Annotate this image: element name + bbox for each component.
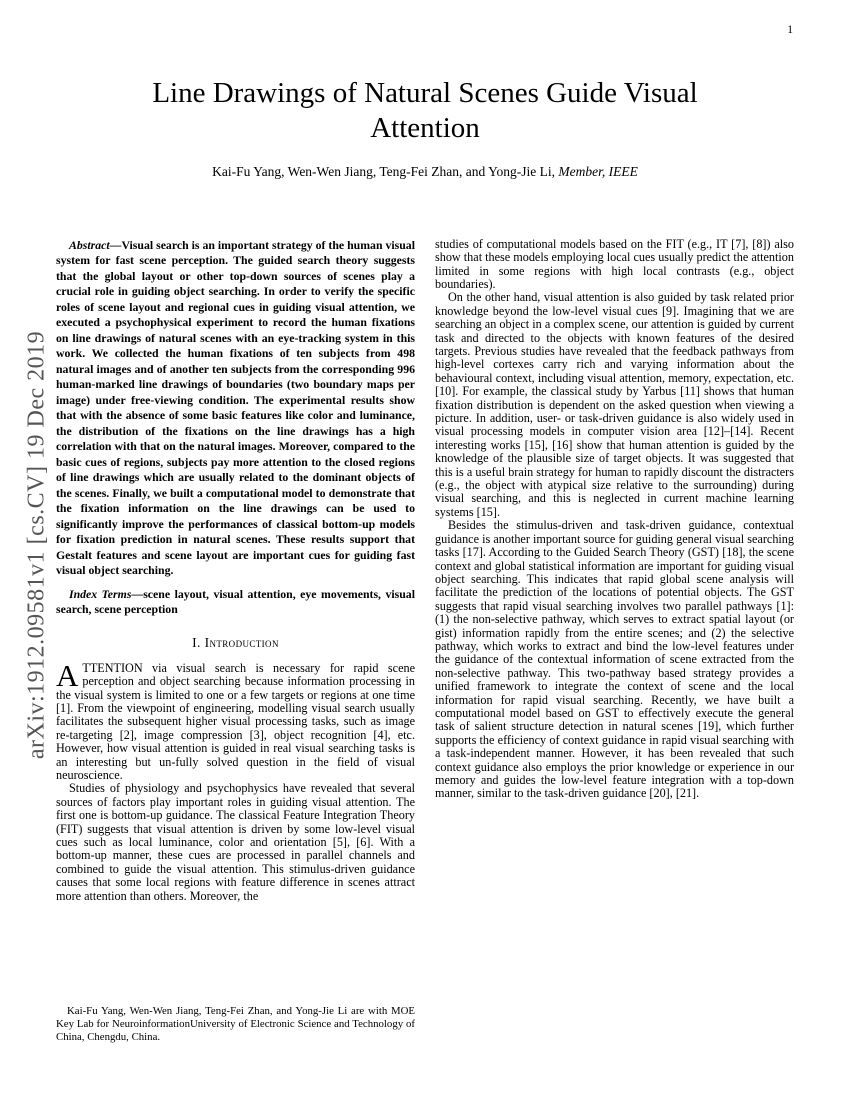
paper-title: Line Drawings of Natural Scenes Guide Visual Attention [152,77,698,145]
author-affiliation-footnote: Kai-Fu Yang, Wen-Wen Jiang, Teng-Fei Zhan, and Yong-Jie Li are with MOE Key Lab for NeuroinformationUniversity of Electronic Science and Technology of China, Chengdu, China. [56,1005,415,1043]
two-column-body [0,238,850,903]
author-names: Kai-Fu Yang, Wen-Wen Jiang, Teng-Fei Zhan, and Yong-Jie Li, [212,163,559,179]
author-membership: Member, IEEE [558,163,638,179]
left-column [56,238,415,903]
abstract-label: Abstract [69,237,110,252]
right-paragraph-2: On the other hand, visual attention is also guided by task related prior knowledge beyond the low-level visual cues [9]. Imagining that we are searching an object in a complex scene, our attention is guided by current task and directed to the objects with known features of the desired targets. Previous studies have revealed that the feedback pathways from high-level cortexes carry rich and varying information about the behavioural context, including visual attention, memory, expectation, etc. [10]. For example, the classical study by Yarbus [11] shows that human fixation distribution is dependent on the asked question when viewing a picture. In addition, user- or task-driven guidance is also widely used in visual processing models in computer vision area [12]–[14]. Recent interesting works [15], [16] show that human attention is guided by the knowledge of the plausible size of target objects. It was suggested that this is a useful brain strategy for human to rapidly discount the distracters (e.g., the object with atypical size relative to the surrounding) during visual searching, and this is neglected in current machine learning systems [15]. [435,290,794,519]
index-terms-dash: — [131,586,144,601]
index-terms-label: Index Terms [69,586,132,601]
intro-paragraph-1-text: TTENTION via visual search is necessary for rapid scene perception and object searching because information processing in the visual system is limited to one or a few targets or regions at one time [1]. From the viewpoint of engineering, modelling visual search usually facilitates the subsequent higher visual processing tasks, such as image re-targeting [2], image compression [3], object recognition [4], etc. However, how visual attention is guided in real visual searching tasks is an interesting but un-fully solved question in the field of visual neuroscience. [56,660,415,782]
index-terms-paragraph [56,587,415,618]
intro-paragraph-1 [56,657,415,783]
abstract-text: Visual search is an important strategy of the human visual system for fast scene perception. The guided search theory suggests that the global layout or other top-down sources of scenes play a crucial role in guiding object searching. In order to verify the specific roles of scene layout and regional cues in guiding visual attention, we executed a psychophysical experiment to record the human fixations on line drawings of natural scenes with an eye-tracking system in this work. We collected the human fixations of ten subjects from 498 natural images and of another ten subjects from the corresponding 996 human-marked line drawings of boundaries (two boundary maps per image) under free-viewing condition. The experimental results show that with the absence of some basic features like color and luminance, the distribution of the fixations on the line drawings has a high correlation with that on the natural images. Moreover, compared to the basic cues of regions, subjects pay more attention to the closed regions of line drawings which are usually related to the dominant objects of the scenes. Finally, we built a computational model to demonstrate that the fixation information on the line drawings can be used to significantly improve the performances of classical bottom-up models for fixation prediction in natural scenes. These results support that Gestalt features and scene layout are important cues for guiding fast visual object searching. [56,237,415,578]
right-column [435,238,794,903]
intro-paragraph-2: Studies of physiology and psychophysics have revealed that several sources of factors play important roles in guiding visual attention. The first one is bottom-up guidance. The classical Feature Integration Theory (FIT) suggests that visual attention is driven by some low-level visual cues such as local luminance, color and orientation [5], [6]. With a bottom-up manner, these cues are processed in parallel channels and combined to guide the visual attention. This stimulus-driven guidance causes that some local regions with feature difference in scenes attract more attention than others. Moreover, the [56,781,415,903]
author-line [0,164,850,180]
right-paragraph-3: Besides the stimulus-driven and task-driven guidance, contextual guidance is another important source for guiding general visual searching tasks [17]. According to the Guided Search Theory (GST) [18], the scene context and global statistical information are important for guiding visual object searching. This indicates that rapid global scene analysis will facilitate the prediction of the locations of potential objects. The GST suggests that rapid visual searching involves two parallel pathways [1]: (1) the non-selective pathway, which serves to extract spatial layout (or gist) information rapidly from the entire scenes; and (2) the selective pathway, which works to extract and bind the low-level features under the guidance of the contextual information of scene extracted from the non-selective pathway. This two-pathway based strategy provides a unified framework to integrate the context of scene and the local information for rapid visual searching. Recently, we have built a computational model based on GST to effectively execute the general task of salient structure detection in natural scenes [19], which further supports the efficiency of context guidance in rapid visual searching with a task-independent manner. However, it has been revealed that such context guidance also employs the prior knowledge or experience in our memory and guides the low-level feature integration with a top-down manner, similar to the task-driven guidance [20], [21]. [435,518,794,801]
index-terms-text: scene layout, visual attention, eye movements, visual search, scene perception [56,586,415,617]
abstract-dash: — [109,237,122,252]
abstract-paragraph [56,238,415,579]
page-number: 1 [787,24,793,36]
dropcap-letter: A [56,657,79,693]
arxiv-watermark: arXiv:1912.09581v1 [cs.CV] 19 Dec 2019 [23,330,50,760]
section-heading-introduction: I. Introduction [192,634,279,650]
right-paragraph-1: studies of computational models based on the FIT (e.g., IT [7], [8]) also show that these models employing local cues usually predict the attention limited in some regions with high local contrasts (e.g., object boundaries). [435,236,794,291]
